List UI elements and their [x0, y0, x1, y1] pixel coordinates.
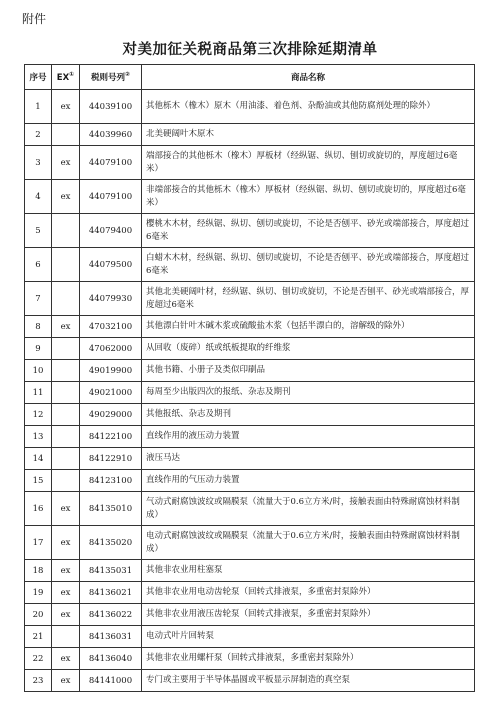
ex-cell	[52, 426, 80, 448]
table-row	[25, 670, 475, 692]
product-name-cell: 其他非农业用螺杆泵（回转式排液泵，多重密封泵除外）	[142, 648, 475, 670]
seq-cell: 6	[25, 248, 52, 282]
seq-cell: 17	[25, 526, 52, 560]
product-name-cell: 北美硬阔叶木原木	[142, 124, 475, 146]
table-row	[25, 604, 475, 626]
footnote-marker: ①	[69, 71, 75, 79]
product-name-cell: 白蜡木木材，经纵锯、纵切、刨切或旋切，不论是否刨平、砂光或端部接合，厚度超过6毫米	[142, 248, 475, 282]
table-row	[25, 448, 475, 470]
header-product-name: 商品名称	[142, 65, 475, 90]
tariff-code-cell: 49019900	[80, 360, 142, 382]
tariff-code-cell: 84135020	[80, 526, 142, 560]
table-row	[25, 248, 475, 282]
tariff-code-cell: 44079400	[80, 214, 142, 248]
seq-cell: 1	[25, 90, 52, 124]
ex-cell: ex	[52, 526, 80, 560]
ex-cell	[52, 360, 80, 382]
product-name-cell: 气动式耐腐蚀波纹或隔膜泵（流量大于0.6立方米/时，接触表面由特殊耐腐蚀材料制成）	[142, 492, 475, 526]
tariff-code-cell: 84136040	[80, 648, 142, 670]
seq-cell: 11	[25, 382, 52, 404]
table-row	[25, 124, 475, 146]
ex-cell	[52, 404, 80, 426]
seq-cell: 21	[25, 626, 52, 648]
seq-cell: 15	[25, 470, 52, 492]
ex-cell	[52, 338, 80, 360]
seq-cell: 14	[25, 448, 52, 470]
table-row	[25, 560, 475, 582]
seq-cell: 23	[25, 670, 52, 692]
table-row	[25, 382, 475, 404]
header-seq: 序号	[25, 65, 52, 90]
seq-cell: 16	[25, 492, 52, 526]
table-row	[25, 426, 475, 448]
tariff-code-cell: 84123100	[80, 470, 142, 492]
table-row	[25, 180, 475, 214]
table-row	[25, 360, 475, 382]
product-name-cell: 其他非农业用电动齿轮泵（回转式排液泵，多重密封泵除外）	[142, 582, 475, 604]
page-title: 对美加征关税商品第三次排除延期清单	[122, 42, 378, 58]
seq-cell: 3	[25, 146, 52, 180]
seq-cell: 20	[25, 604, 52, 626]
header-tariff-code: 税则号列②	[80, 65, 142, 90]
seq-cell: 19	[25, 582, 52, 604]
tariff-code-cell: 49029000	[80, 404, 142, 426]
table-row	[25, 146, 475, 180]
seq-cell: 13	[25, 426, 52, 448]
product-name-cell: 其他书籍、小册子及类似印刷品	[142, 360, 475, 382]
seq-cell: 7	[25, 282, 52, 316]
table-row	[25, 282, 475, 316]
tariff-code-cell: 84135031	[80, 560, 142, 582]
tariff-code-cell: 84136021	[80, 582, 142, 604]
product-name-cell: 专门或主要用于半导体晶圆或平板显示屏制造的真空泵	[142, 670, 475, 692]
footnote-marker: ②	[124, 71, 131, 79]
exclusion-list-table	[24, 64, 475, 692]
seq-cell: 12	[25, 404, 52, 426]
product-name-cell: 直线作用的液压动力装置	[142, 426, 475, 448]
tariff-code-cell: 44039100	[80, 90, 142, 124]
ex-cell	[52, 382, 80, 404]
product-name-cell: 其他栎木（橡木）原木（用油漆、着色剂、杂酚油或其他防腐剂处理的除外）	[142, 90, 475, 124]
tariff-code-cell: 44079500	[80, 248, 142, 282]
ex-cell: ex	[52, 648, 80, 670]
ex-cell	[52, 626, 80, 648]
ex-cell: ex	[52, 670, 80, 692]
seq-cell: 22	[25, 648, 52, 670]
product-name-cell: 其他漂白针叶木碱木浆或硫酸盐木浆（包括半漂白的，溶解级的除外）	[142, 316, 475, 338]
ex-cell: ex	[52, 560, 80, 582]
tariff-code-cell: 44079100	[80, 180, 142, 214]
tariff-code-cell: 49021000	[80, 382, 142, 404]
ex-cell	[52, 124, 80, 146]
product-name-cell: 电动式耐腐蚀波纹或隔膜泵（流量大于0.6立方米/时，接触表面由特殊耐腐蚀材料制成）	[142, 526, 475, 560]
product-name-cell: 其他北美硬阔叶材，经纵锯、纵切、刨切或旋切，不论是否刨平、砂光或端部接合，厚度超过6毫米	[142, 282, 475, 316]
ex-cell	[52, 448, 80, 470]
seq-cell: 9	[25, 338, 52, 360]
table-row	[25, 626, 475, 648]
table-row	[25, 492, 475, 526]
tariff-code-cell: 44079930	[80, 282, 142, 316]
seq-cell: 4	[25, 180, 52, 214]
ex-cell	[52, 248, 80, 282]
ex-cell: ex	[52, 582, 80, 604]
ex-cell: ex	[52, 180, 80, 214]
product-name-cell: 其他非农业用液压齿轮泵（回转式排液泵，多重密封泵除外）	[142, 604, 475, 626]
seq-cell: 10	[25, 360, 52, 382]
product-name-cell: 电动式叶片回转泵	[142, 626, 475, 648]
product-name-cell: 其他非农业用柱塞泵	[142, 560, 475, 582]
table-header-row	[25, 65, 475, 90]
tariff-code-cell: 84122910	[80, 448, 142, 470]
tariff-code-cell: 84135010	[80, 492, 142, 526]
ex-cell	[52, 470, 80, 492]
ex-cell: ex	[52, 316, 80, 338]
seq-cell: 5	[25, 214, 52, 248]
product-name-cell: 从回收（废碎）纸或纸板提取的纤维浆	[142, 338, 475, 360]
product-name-cell: 液压马达	[142, 448, 475, 470]
ex-cell: ex	[52, 604, 80, 626]
tariff-code-cell: 84136022	[80, 604, 142, 626]
product-name-cell: 每周至少出版四次的报纸、杂志及期刊	[142, 382, 475, 404]
table-row	[25, 90, 475, 124]
tariff-code-cell: 84122100	[80, 426, 142, 448]
ex-cell	[52, 214, 80, 248]
product-name-cell: 非端部接合的其他栎木（橡木）厚板材（经纵锯、纵切、刨切或旋切的，厚度超过6毫米）	[142, 180, 475, 214]
tariff-code-cell: 47062000	[80, 338, 142, 360]
table-row	[25, 404, 475, 426]
tariff-code-cell: 44039960	[80, 124, 142, 146]
product-name-cell: 樱桃木木材，经纵锯、纵切、刨切或旋切，不论是否刨平、砂光或端部接合，厚度超过6毫米	[142, 214, 475, 248]
table-row	[25, 316, 475, 338]
header-ex: EX①	[52, 65, 80, 90]
table-row	[25, 526, 475, 560]
tariff-code-cell: 84141000	[80, 670, 142, 692]
product-name-cell: 端部接合的其他栎木（橡木）厚板材（经纵锯、纵切、刨切或旋切的，厚度超过6毫米）	[142, 146, 475, 180]
table-row	[25, 582, 475, 604]
table-row	[25, 648, 475, 670]
tariff-code-cell: 84136031	[80, 626, 142, 648]
table-row	[25, 338, 475, 360]
seq-cell: 18	[25, 560, 52, 582]
tariff-code-cell: 44079100	[80, 146, 142, 180]
ex-cell: ex	[52, 146, 80, 180]
seq-cell: 2	[25, 124, 52, 146]
tariff-code-cell: 47032100	[80, 316, 142, 338]
annex-label: 附件	[22, 12, 47, 26]
ex-cell: ex	[52, 492, 80, 526]
ex-cell	[52, 282, 80, 316]
product-name-cell: 直线作用的气压动力装置	[142, 470, 475, 492]
table-row	[25, 214, 475, 248]
ex-cell: ex	[52, 90, 80, 124]
seq-cell: 8	[25, 316, 52, 338]
product-name-cell: 其他报纸、杂志及期刊	[142, 404, 475, 426]
table-row	[25, 470, 475, 492]
